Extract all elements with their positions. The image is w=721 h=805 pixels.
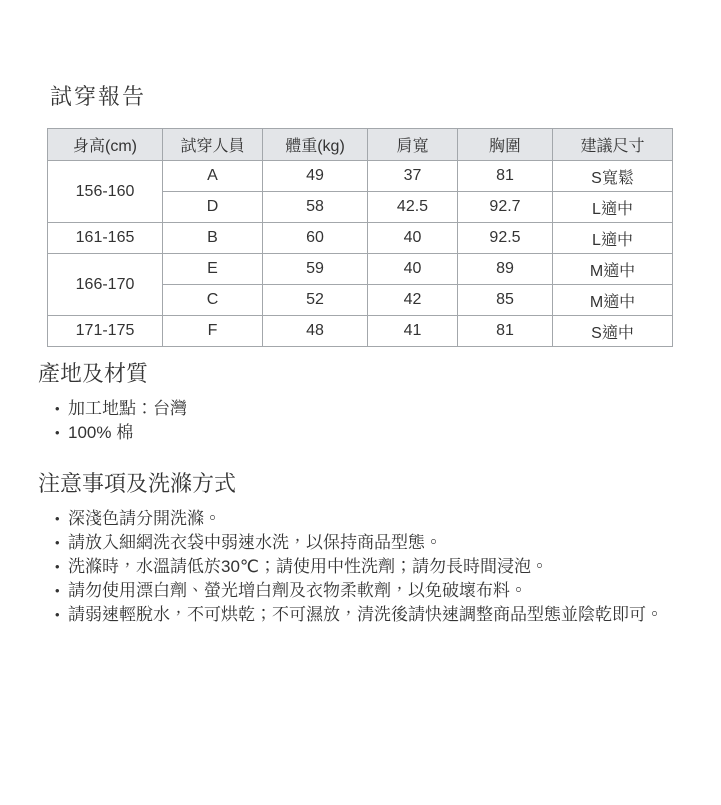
product-detail-page: [0, 84, 721, 805]
fit-report-table-body: [48, 161, 673, 347]
col-header-suggested-size: 建議尺寸: [553, 129, 673, 161]
weight-cell: 59: [263, 254, 368, 285]
care-instruction-item: [55, 507, 721, 531]
tester-cell: E: [163, 254, 263, 285]
weight-cell: 52: [263, 285, 368, 316]
bullet-icon: •: [55, 401, 60, 416]
bullet-icon: •: [55, 511, 60, 526]
bullet-icon: •: [55, 583, 60, 598]
tester-cell: C: [163, 285, 263, 316]
origin-material-list: [55, 397, 721, 445]
col-header-height: 身高(cm): [48, 129, 163, 161]
suggested-size-cell: M適中: [553, 285, 673, 316]
care-instruction-item-text: 請弱速輕脫水，不可烘乾；不可濕放，清洗後請快速調整商品型態並陰乾即可。: [68, 605, 663, 624]
chest-cell: 89: [458, 254, 553, 285]
fit-report-row: [48, 254, 673, 285]
suggested-size-cell: L適中: [553, 223, 673, 254]
shoulder-width-cell: 41: [368, 316, 458, 347]
weight-cell: 60: [263, 223, 368, 254]
suggested-size-cell: M適中: [553, 254, 673, 285]
shoulder-width-cell: 40: [368, 254, 458, 285]
chest-cell: 92.5: [458, 223, 553, 254]
col-header-shoulder-width: 肩寬: [368, 129, 458, 161]
shoulder-width-cell: 42.5: [368, 192, 458, 223]
chest-cell: 81: [458, 316, 553, 347]
tester-cell: A: [163, 161, 263, 192]
suggested-size-cell: L適中: [553, 192, 673, 223]
bullet-icon: •: [55, 425, 60, 440]
col-header-weight: 體重(kg): [263, 129, 368, 161]
weight-cell: 48: [263, 316, 368, 347]
origin-material-item-text: 100% 棉: [68, 423, 134, 442]
height-range-cell: 171-175: [48, 316, 163, 347]
fit-report-row: [48, 316, 673, 347]
fit-report-title: 試穿報告: [50, 84, 147, 109]
shoulder-width-cell: 37: [368, 161, 458, 192]
tester-cell: D: [163, 192, 263, 223]
care-instructions-list: [55, 507, 721, 627]
fit-report-row: [48, 223, 673, 254]
care-instruction-item: [55, 579, 721, 603]
care-instruction-item: [55, 603, 721, 627]
origin-material-item: [55, 397, 721, 421]
care-instruction-item-text: 請勿使用漂白劑、螢光增白劑及衣物柔軟劑，以免破壞布料。: [68, 581, 527, 600]
chest-cell: 81: [458, 161, 553, 192]
suggested-size-cell: S適中: [553, 316, 673, 347]
chest-cell: 92.7: [458, 192, 553, 223]
tester-cell: B: [163, 223, 263, 254]
care-instructions-title: 注意事項及洗滌方式: [38, 471, 237, 496]
weight-cell: 58: [263, 192, 368, 223]
origin-material-title: 產地及材質: [38, 361, 149, 386]
bullet-icon: •: [55, 559, 60, 574]
care-instruction-item-text: 洗滌時，水溫請低於30℃；請使用中性洗劑；請勿長時間浸泡。: [68, 557, 548, 576]
fit-report-row: [48, 161, 673, 192]
bullet-icon: •: [55, 535, 60, 550]
care-instruction-item-text: 請放入細網洗衣袋中弱速水洗，以保持商品型態。: [68, 533, 442, 552]
care-instruction-item: [55, 531, 721, 555]
care-instruction-item-text: 深淺色請分開洗滌。: [68, 509, 221, 528]
shoulder-width-cell: 40: [368, 223, 458, 254]
height-range-cell: 166-170: [48, 254, 163, 316]
col-header-chest: 胸圍: [458, 129, 553, 161]
suggested-size-cell: S寬鬆: [553, 161, 673, 192]
shoulder-width-cell: 42: [368, 285, 458, 316]
col-header-tester: 試穿人員: [163, 129, 263, 161]
care-instruction-item: [55, 555, 721, 579]
height-range-cell: 156-160: [48, 161, 163, 223]
fit-report-header-row: [48, 129, 673, 161]
tester-cell: F: [163, 316, 263, 347]
origin-material-item-text: 加工地點：台灣: [68, 399, 187, 418]
chest-cell: 85: [458, 285, 553, 316]
bullet-icon: •: [55, 607, 60, 622]
fit-report-table: [47, 128, 673, 347]
height-range-cell: 161-165: [48, 223, 163, 254]
origin-material-item: [55, 421, 721, 445]
weight-cell: 49: [263, 161, 368, 192]
